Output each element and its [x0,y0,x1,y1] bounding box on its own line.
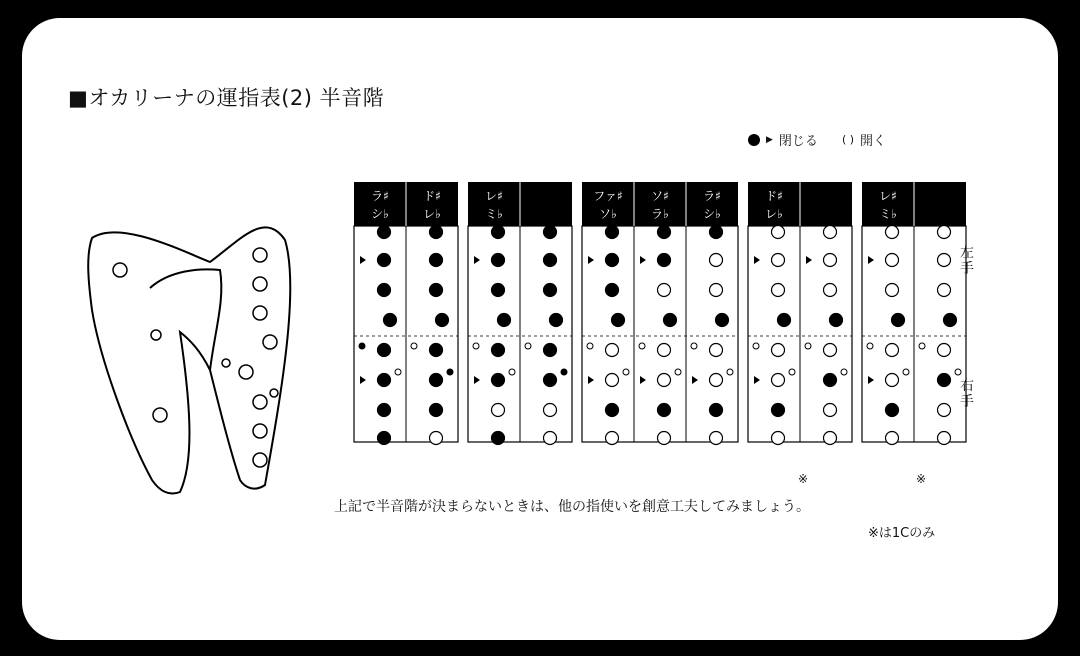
note-name-sharp: ド♯ [423,189,441,203]
small-hole-icon [919,343,925,349]
open-hole-icon [658,344,671,357]
note-name-sharp: ラ♯ [703,189,721,203]
closed-hole-icon [606,226,619,239]
note-name-flat: レ♭ [765,207,783,221]
note-name-sharp: ソ♯ [651,189,669,203]
closed-hole-icon [492,226,505,239]
open-hole-icon [430,432,443,445]
open-hole-icon [886,284,899,297]
closed-hole-icon [550,314,563,327]
closed-hole-icon [944,314,957,327]
closed-hole-icon [544,226,557,239]
note-name-flat: レ♭ [423,207,441,221]
open-hole-icon [886,344,899,357]
closed-hole-icon [658,404,671,417]
open-hole-icon [772,254,785,267]
open-hole-icon [606,344,619,357]
closed-hole-icon [378,254,391,267]
closed-hole-icon [498,314,511,327]
open-hole-icon [824,344,837,357]
small-hole-icon [867,343,873,349]
closed-hole-icon [430,374,443,387]
open-hole-icon [938,344,951,357]
closed-hole-icon [378,344,391,357]
closed-hole-icon [378,374,391,387]
small-hole-icon [639,343,645,349]
open-hole-icon [886,254,899,267]
closed-hole-icon [544,374,557,387]
closed-hole-icon [492,432,505,445]
closed-hole-icon [606,404,619,417]
closed-hole-icon [824,374,837,387]
note-name-flat: シ♭ [703,207,721,221]
closed-hole-icon [492,344,505,357]
open-hole-icon [824,226,837,239]
note-name-sharp: レ♯ [485,189,503,203]
small-hole-icon [473,343,479,349]
legend-closed-label: 閉じる [778,134,818,149]
note-name-flat: ミ♭ [485,207,503,221]
closed-hole-icon [378,404,391,417]
closed-hole-icon [544,344,557,357]
fingering-chart [330,160,980,490]
open-hole-icon [658,432,671,445]
open-hole-icon [658,374,671,387]
small-hole-icon [447,369,453,375]
open-hole-icon [710,432,723,445]
small-hole-icon [587,343,593,349]
open-hole-icon [824,254,837,267]
open-hole-icon [772,432,785,445]
open-hole-icon [886,374,899,387]
closed-hole-icon [710,404,723,417]
open-hole-icon [938,404,951,417]
closed-hole-icon [384,314,397,327]
open-hole-icon [710,374,723,387]
small-hole-icon [691,343,697,349]
footnote-main: 上記で半音階が決まらないときは、他の指使いを創意工夫してみましょう。 [334,499,810,515]
small-hole-icon [561,369,567,375]
small-hole-icon [903,369,909,375]
footnote-sub: ※は1Cのみ [868,526,936,541]
page-title: ■オカリーナの運指表(2) 半音階 [68,86,385,110]
small-hole-icon [805,343,811,349]
open-hole-icon [938,254,951,267]
note-name-flat: ラ♭ [651,207,669,221]
closed-hole-icon [716,314,729,327]
closed-hole-icon [378,226,391,239]
small-hole-icon [675,369,681,375]
open-hole-icon [544,432,557,445]
closed-hole-icon [606,284,619,297]
open-hole-icon [772,284,785,297]
closed-hole-icon [778,314,791,327]
legend [748,130,886,149]
closed-hole-icon [938,374,951,387]
closed-hole-icon [830,314,843,327]
closed-hole-icon [772,404,785,417]
open-hole-icon [544,404,557,417]
left-hand-label: 左手 [960,245,974,277]
closed-hole-icon [658,254,671,267]
small-hole-icon [359,343,365,349]
open-hole-icon [772,226,785,239]
open-hole-icon [938,284,951,297]
open-hole-icon [886,226,899,239]
closed-hole-icon [430,344,443,357]
note-name-flat: ソ♭ [599,207,617,221]
open-hole-icon [492,404,505,417]
open-hole-icon [710,284,723,297]
closed-hole-icon [544,254,557,267]
closed-hole-icon [430,404,443,417]
note-name-sharp: レ♯ [879,189,897,203]
closed-hole-icon [658,226,671,239]
small-hole-icon [727,369,733,375]
small-hole-icon [525,343,531,349]
closed-hole-icon [492,254,505,267]
note-name-sharp: ファ♯ [593,189,623,203]
closed-hole-icon [612,314,625,327]
legend-open-label: 開く [860,134,887,149]
closed-hole-icon [430,254,443,267]
open-hole-icon [824,432,837,445]
closed-hole-icon [892,314,905,327]
open-hole-icon [938,432,951,445]
right-hand-label: 右手 [960,378,974,410]
small-hole-icon [411,343,417,349]
small-hole-icon [509,369,515,375]
closed-hole-icon [492,374,505,387]
closed-hole-icon [664,314,677,327]
closed-hole-icon [436,314,449,327]
asterisk-mark: ※ [798,472,809,486]
closed-hole-icon [886,404,899,417]
closed-hole-icon [492,284,505,297]
open-hole-icon [886,432,899,445]
open-hole-icon [710,254,723,267]
open-hole-icon [938,226,951,239]
small-hole-icon [955,369,961,375]
open-hole-icon [658,284,671,297]
ocarina-illustration [60,200,300,500]
asterisk-mark: ※ [916,472,927,486]
closed-hole-icon [544,284,557,297]
open-hole-icon [710,344,723,357]
note-name-sharp: ラ♯ [371,189,389,203]
open-hole-icon [772,344,785,357]
note-name-sharp: ド♯ [765,189,783,203]
small-hole-icon [789,369,795,375]
closed-hole-icon [378,432,391,445]
closed-hole-icon [430,284,443,297]
closed-dot-icon [748,134,760,146]
closed-hole-icon [378,284,391,297]
closed-hole-icon [606,254,619,267]
open-hole-icon [606,374,619,387]
closed-hole-icon [710,226,723,239]
closed-hole-icon [430,226,443,239]
open-hole-icon [606,432,619,445]
small-hole-icon [841,369,847,375]
open-hole-icon [824,284,837,297]
open-hole-icon: ( ) [841,133,855,146]
open-hole-icon [772,374,785,387]
note-name-flat: シ♭ [371,207,389,221]
note-name-flat: ミ♭ [879,207,897,221]
arrow-icon: ▶ [766,134,773,145]
small-hole-icon [753,343,759,349]
open-hole-icon [824,404,837,417]
small-hole-icon [395,369,401,375]
small-hole-icon [623,369,629,375]
